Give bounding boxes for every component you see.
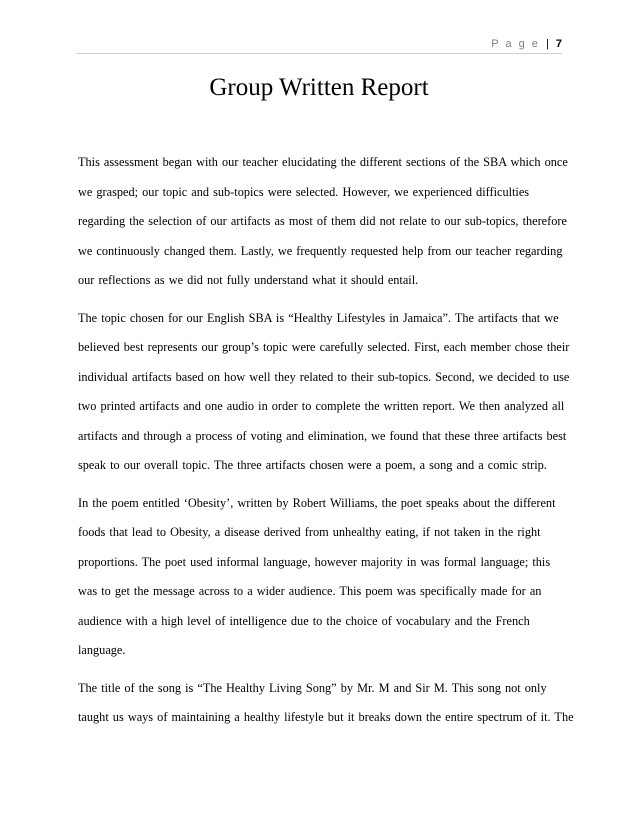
text-line: two printed artifacts and one audio in order to complete the written report. We then analyzed all bbox=[78, 399, 565, 413]
page-label: P a g e bbox=[491, 38, 540, 50]
paragraph-3 bbox=[78, 489, 564, 666]
text-line: speak to our overall topic. The three artifacts chosen were a poem, a song and a comic strip. bbox=[78, 458, 547, 472]
header-rule bbox=[76, 53, 562, 54]
paragraph-4 bbox=[78, 674, 574, 733]
page-header bbox=[491, 38, 562, 50]
text-line: This assessment began with our teacher elucidating the different sections of the SBA which once bbox=[78, 155, 568, 169]
text-line: was to get the message across to a wider audience. This poem was specifically made for an bbox=[78, 584, 542, 598]
page-number: 7 bbox=[555, 38, 562, 50]
text-line: we grasped; our topic and sub-topics were selected. However, we experienced difficulties bbox=[78, 184, 530, 199]
text-line: believed best represents our group’s topic were carefully selected. First, each member chose their bbox=[78, 340, 570, 354]
text-line: taught us ways of maintaining a healthy lifestyle but it breaks down the entire spectrum of it. The bbox=[78, 710, 574, 724]
header-separator: | bbox=[545, 38, 551, 50]
text-line: In the poem entitled ‘Obesity’, written by Robert Williams, the poet speaks about the different bbox=[78, 495, 556, 510]
text-line: foods that lead to Obesity, a disease derived from unhealthy eating, if not taken in the right bbox=[78, 525, 541, 539]
text-line: artifacts and through a process of voting and elimination, we found that these three artifacts best bbox=[78, 428, 567, 443]
text-line: regarding the selection of our artifacts as most of them did not relate to our sub-topics, therefore bbox=[78, 214, 567, 228]
text-line: individual artifacts based on how well they related to their sub-topics. Second, we decided to use bbox=[78, 369, 570, 384]
text-line: audience with a high level of intelligence due to the choice of vocabulary and the French bbox=[78, 613, 530, 628]
text-line: The title of the song is “The Healthy Living Song” by Mr. M and Sir M. This song not only bbox=[78, 680, 547, 695]
text-line: The topic chosen for our English SBA is “Healthy Lifestyles in Jamaica”. The artifacts that we bbox=[78, 310, 559, 325]
text-line: our reflections as we did not fully understand what it should entail. bbox=[78, 273, 419, 287]
document-title: Group Written Report bbox=[209, 74, 429, 101]
text-line: language. bbox=[78, 643, 126, 657]
text-line: we continuously changed them. Lastly, we frequently requested help from our teacher regarding bbox=[78, 243, 563, 258]
report-body bbox=[78, 148, 574, 741]
paragraph-2 bbox=[78, 304, 570, 481]
paragraph-1 bbox=[78, 148, 568, 296]
text-line: proportions. The poet used informal language, however majority in was formal language; this bbox=[78, 554, 551, 569]
